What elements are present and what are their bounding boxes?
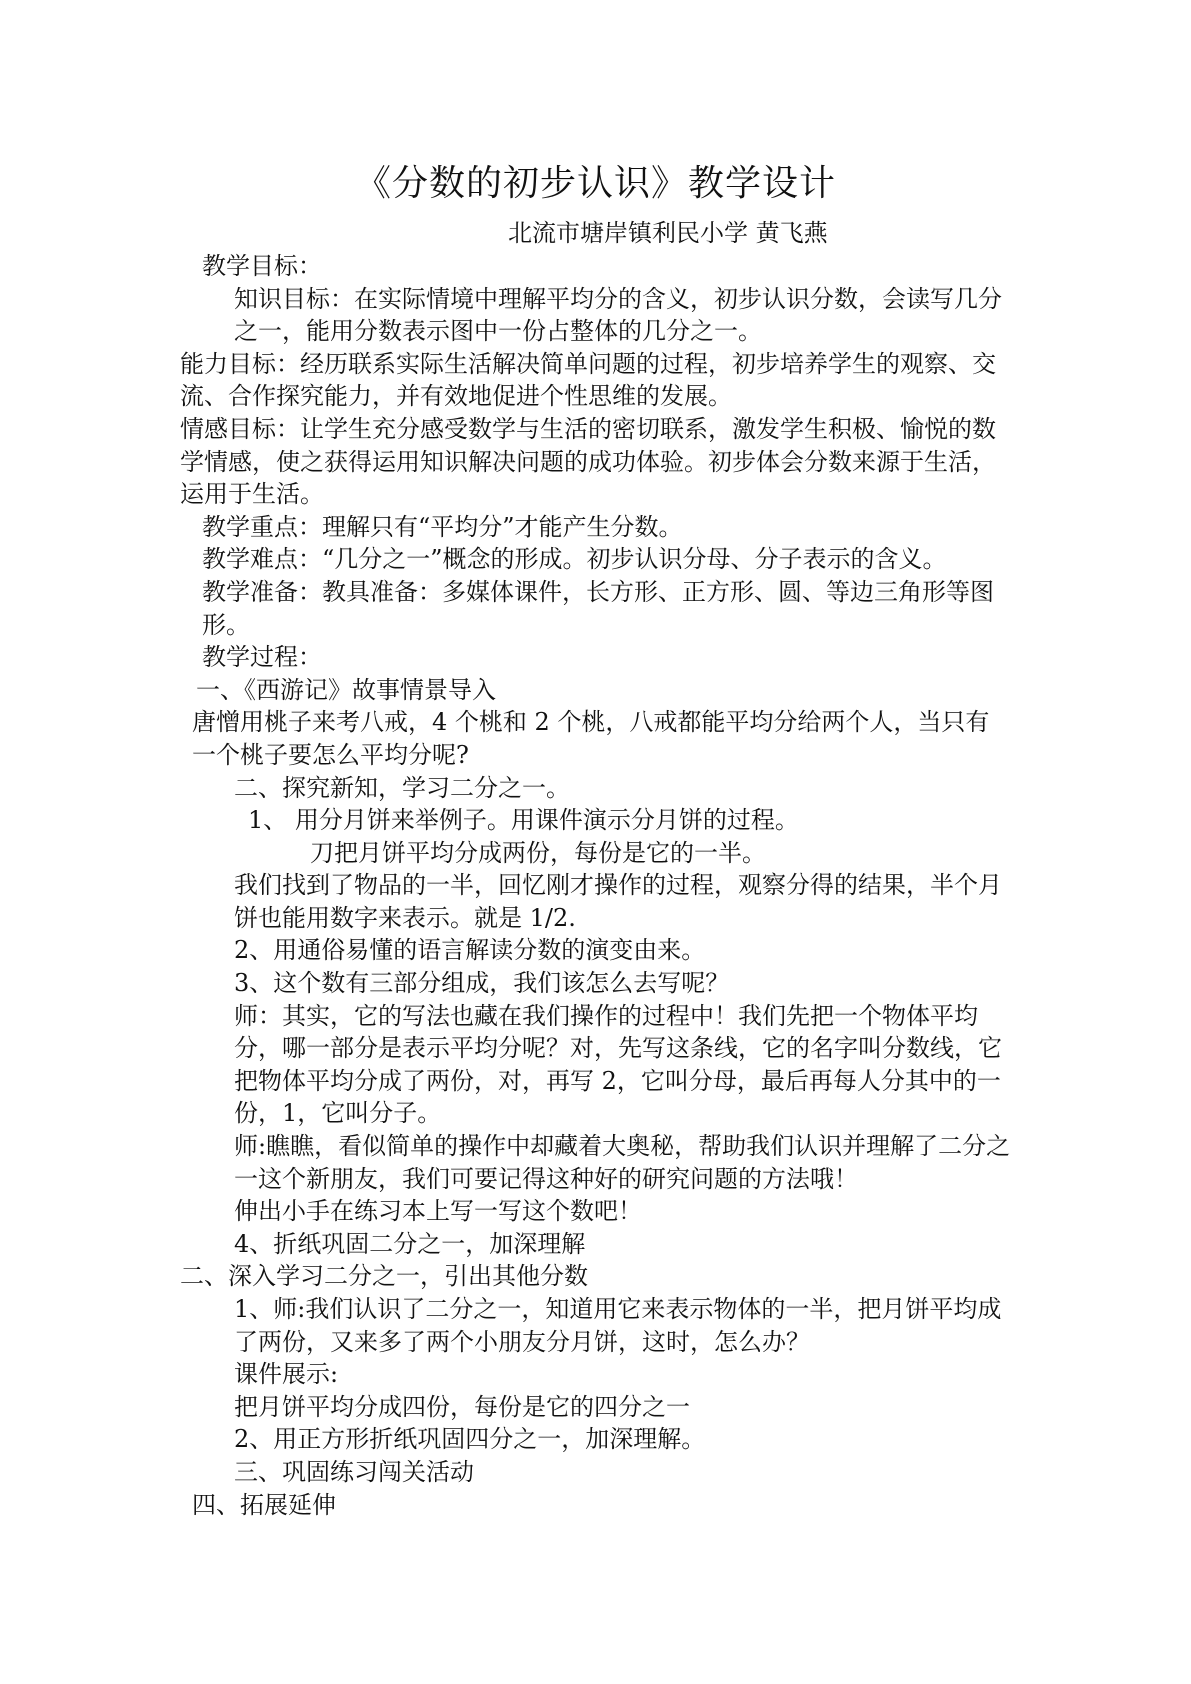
paragraph: 2、用通俗易懂的语言解读分数的演变由来。	[234, 936, 706, 965]
paragraph: 4、折纸巩固二分之一，加深理解	[234, 1229, 586, 1258]
document-body	[180, 250, 1012, 1521]
document-author: 北流市塘岸镇利民小学 黄飞燕	[508, 219, 828, 247]
paragraph: 教学准备：教具准备：多媒体课件，长方形、正方形、圆、等边三角形等图形。	[202, 577, 994, 639]
paragraph: 2、用正方形折纸巩固四分之一，加深理解。	[234, 1425, 706, 1454]
paragraph: 情感目标：让学生充分感受数学与生活的密切联系，激发学生积极、愉悦的数学情感，使之获得运用知识解决问题的成功体验。初步体会分数来源于生活，运用于生活。	[180, 414, 996, 509]
paragraph: 三、巩固练习闯关活动	[234, 1457, 474, 1486]
paragraph: 课件展示:	[234, 1360, 339, 1389]
paragraph: 唐憎用桃子来考八戒，4 个桃和 2 个桃，八戒都能平均分给两个人，当只有一个桃子要怎么平均分呢?	[192, 708, 990, 769]
paragraph: 二、探究新知，学习二分之一。	[234, 773, 570, 802]
paragraph: 能力目标：经历联系实际生活解决简单问题的过程，初步培养学生的观察、交流、合作探究能力，并有效地促进个性思维的发展。	[180, 349, 996, 411]
document-title: 《分数的初步认识》教学设计	[354, 163, 836, 204]
paragraph: 我们找到了物品的一半，回忆刚才操作的过程，观察分得的结果，半个月饼也能用数字来表示。就是 1/2.	[234, 871, 1002, 932]
paragraph: 3、这个数有三部分组成，我们该怎么去写呢？	[234, 969, 730, 998]
paragraph: 四、拓展延伸	[192, 1490, 336, 1519]
paragraph: 教学过程：	[202, 643, 322, 672]
paragraph: 把月饼平均分成四份，每份是它的四分之一	[234, 1392, 690, 1421]
paragraph: 1、 用分月饼来举例子。用课件演示分月饼的过程。	[248, 806, 799, 835]
paragraph: 师:瞧瞧，看似简单的操作中却藏着大奥秘，帮助我们认识并理解了二分之一这个新朋友，我们可要记得这种好的研究问题的方法哦！	[234, 1132, 1011, 1193]
paragraph: 教学难点：“几分之一”概念的形成。初步认识分母、分子表示的含义。	[202, 545, 947, 574]
paragraph: 教学重点：理解只有“平均分”才能产生分数。	[202, 512, 683, 541]
paragraph: 教学目标：	[202, 252, 322, 280]
paragraph: 1、师:我们认识了二分之一，知道用它来表示物体的一半，把月饼平均成了两份，又来多了两个小朋友分月饼，这时，怎么办？	[234, 1295, 1002, 1356]
paragraph: 伸出小手在练习本上写一写这个数吧！	[234, 1197, 642, 1226]
paragraph: 一、《西游记》故事情景导入	[196, 675, 496, 704]
paragraph: 刀把月饼平均分成两份，每份是它的一半。	[310, 838, 766, 867]
paragraph: 二、深入学习二分之一，引出其他分数	[180, 1262, 588, 1291]
paragraph: 知识目标：在实际情境中理解平均分的含义，初步认识分数，会读写几分之一，能用分数表示图中一份占整体的几分之一。	[234, 284, 1002, 346]
paragraph: 师：其实，它的写法也藏在我们操作的过程中！我们先把一个物体平均分，哪一部分是表示平均分呢？对，先写这条线，它的名字叫分数线，它把物体平均分成了两份，对，再写 2，它叫分母，最后再每人分其中的一份，1，它叫分子。	[234, 1001, 1002, 1128]
